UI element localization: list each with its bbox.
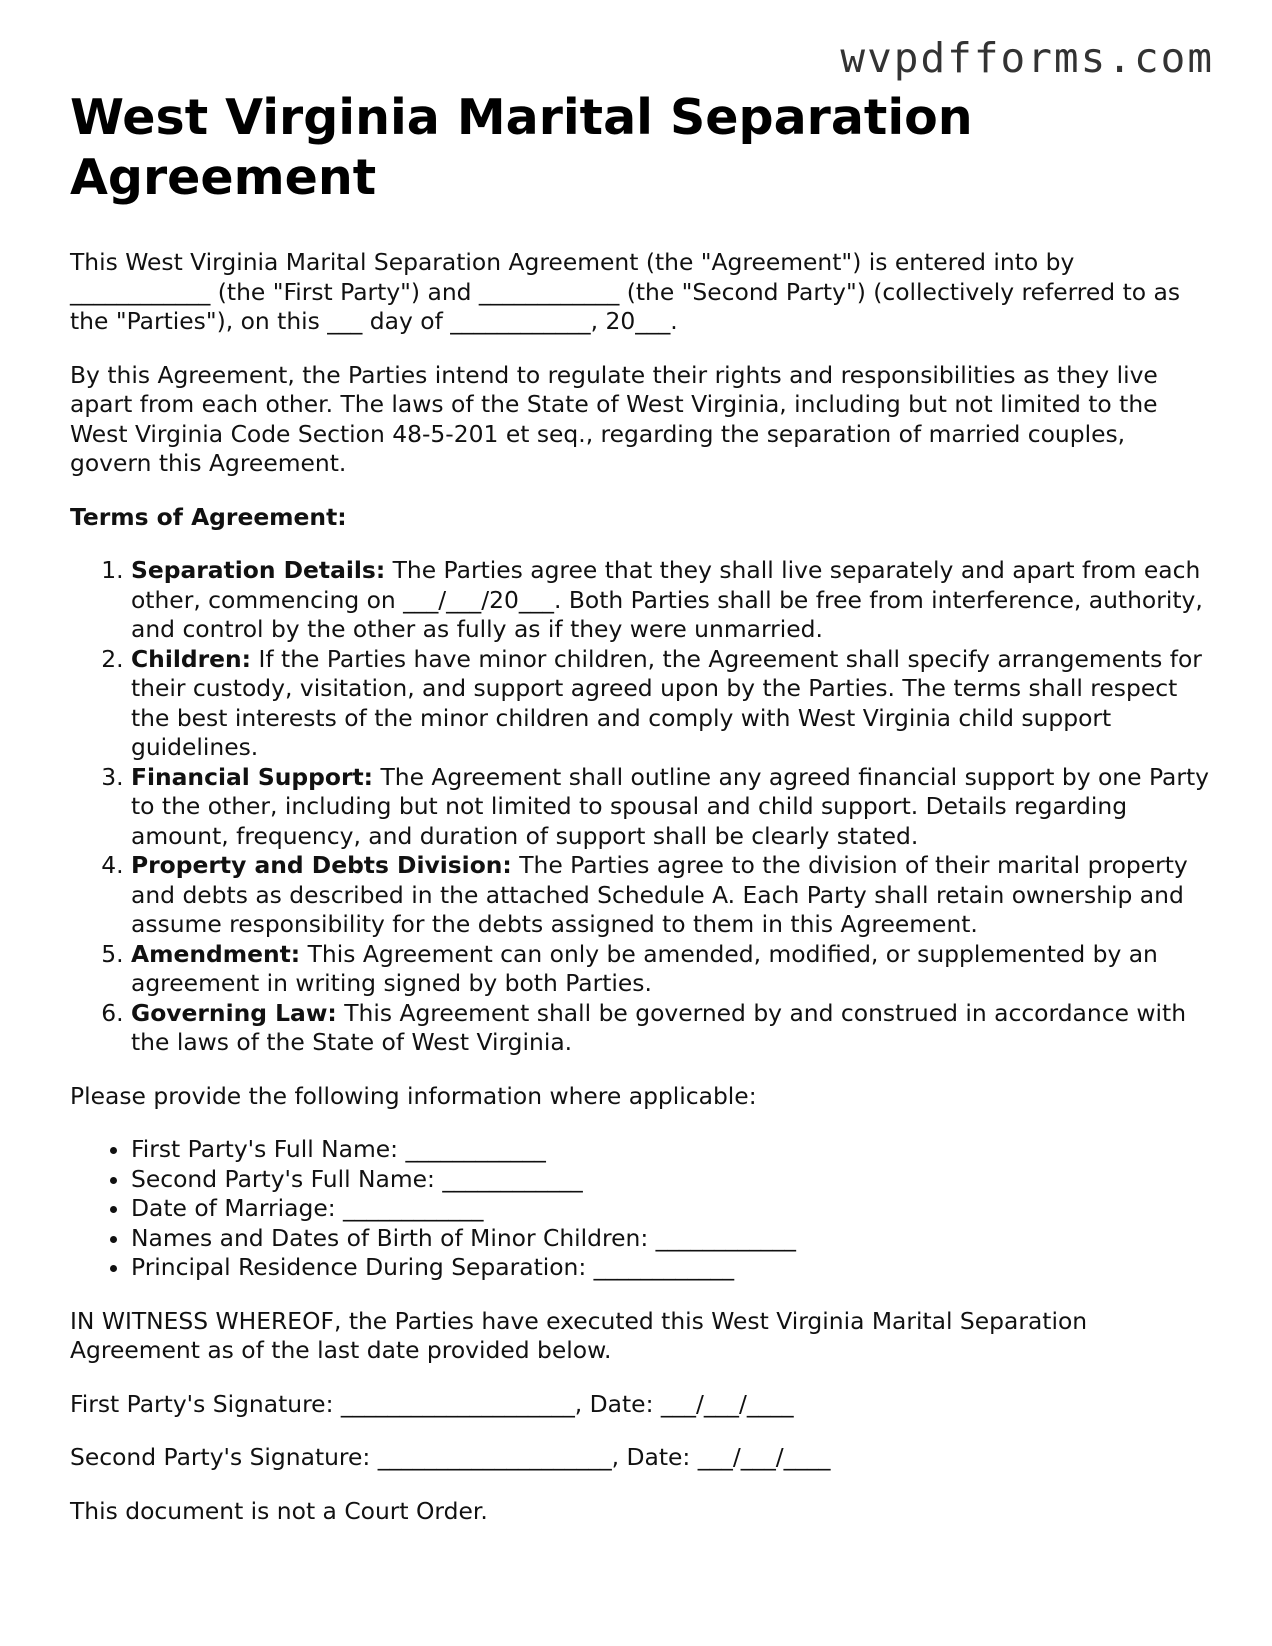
- term-item: [131, 645, 1210, 763]
- watermark: wvpdfforms.com: [840, 34, 1214, 82]
- term-text: The Parties agree to the division of their marital property and debts as described in the attached Schedule A. Each Party shall retain ownership and assume responsibility for the debts assigned to them in this Agreement.: [131, 851, 1188, 938]
- purpose-paragraph: By this Agreement, the Parties intend to regulate their rights and responsibilities as they live apart from each other. The laws of the State of West Virginia, including but not limited to the West Virginia Code Section 48-5-201 et seq., regarding the separation of married couples, govern this Agreement.: [70, 360, 1158, 477]
- term-item: [131, 999, 1210, 1058]
- term-item: [131, 763, 1210, 852]
- term-item: [131, 851, 1210, 940]
- document-page: [70, 88, 1210, 1550]
- terms-heading: Terms of Agreement:: [70, 502, 347, 531]
- term-label: Separation Details:: [131, 556, 386, 584]
- term-item: [131, 940, 1210, 999]
- term-label: Governing Law:: [131, 998, 337, 1027]
- term-text: The Parties agree that they shall live separately and apart from each other, commencing on ___/___/20___. Both Parties shall be free from interference, authority, and control by the other as fully as if they were unmarried.: [131, 556, 1203, 643]
- term-label: Financial Support:: [131, 762, 374, 791]
- document-title: West Virginia Marital Separation Agreement: [70, 89, 973, 206]
- info-field-second-party-name: • Second Party's Full Name: ____________: [131, 1165, 1210, 1195]
- term-label: Children:: [131, 644, 252, 673]
- term-label: Property and Debts Division:: [131, 851, 512, 879]
- info-prompt: Please provide the following information where applicable:: [70, 1081, 757, 1110]
- term-label: Amendment:: [131, 939, 301, 968]
- signature-line-first-party: First Party's Signature: ____________________, Date: ___/___/____: [70, 1389, 794, 1418]
- info-field-minor-children: • Names and Dates of Birth of Minor Children: ____________: [131, 1224, 1210, 1254]
- signature-line-second-party: Second Party's Signature: ____________________, Date: ___/___/____: [70, 1443, 831, 1471]
- term-text: This Agreement shall be governed by and construed in accordance with the laws of the State of West Virginia.: [131, 998, 1187, 1056]
- disclaimer: This document is not a Court Order.: [70, 1496, 488, 1525]
- term-text: This Agreement can only be amended, modified, or supplemented by an agreement in writing signed by both Parties.: [131, 939, 1158, 997]
- witness-paragraph: IN WITNESS WHEREOF, the Parties have executed this West Virginia Marital Separation Agreement as of the last date provided below.: [70, 1306, 1088, 1364]
- info-field-principal-residence: • Principal Residence During Separation: ____________: [131, 1253, 1210, 1283]
- intro-paragraph: This West Virginia Marital Separation Agreement (the "Agreement") is entered into by ____________ (the "First Party") and ____________ (the "Second Party") (collectively referred to as the "Parties"), on this ___ day of ____________, 20___.: [70, 248, 1181, 335]
- info-field-first-party-name: • First Party's Full Name: ____________: [131, 1135, 1210, 1165]
- info-fields-list: [70, 1135, 1210, 1283]
- term-item: [131, 556, 1210, 645]
- info-field-date-of-marriage: • Date of Marriage: ____________: [131, 1194, 1210, 1224]
- term-text: If the Parties have minor children, the Agreement shall specify arrangements for their custody, visitation, and support agreed upon by the Parties. The terms shall respect the best interests of the minor children and comply with West Virginia child support guidelines.: [131, 644, 1202, 761]
- terms-list: [70, 556, 1210, 1058]
- term-text: The Agreement shall outline any agreed financial support by one Party to the other, including but not limited to spousal and child support. Details regarding amount, frequency, and duration of support shall be clearly stated.: [131, 762, 1209, 850]
